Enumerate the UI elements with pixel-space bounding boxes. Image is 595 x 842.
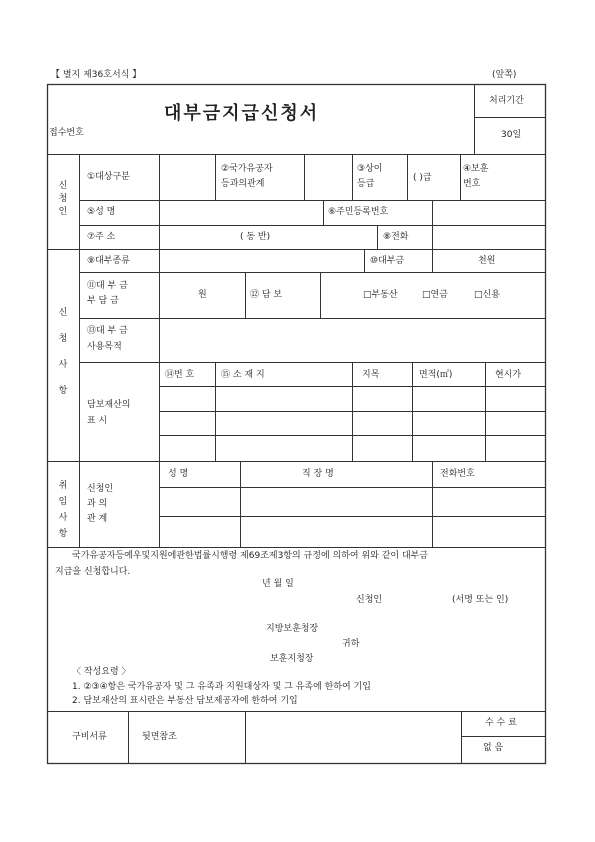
property-header-area: 면적(㎡) bbox=[419, 370, 453, 380]
office-regional: 지방보훈청장 bbox=[266, 624, 319, 634]
loan-amount-label: ⑩대부금 bbox=[370, 256, 405, 266]
inquiry-relation-label: 신청인 bbox=[87, 484, 114, 494]
rrn-label: ⑥주민등록번호 bbox=[328, 207, 389, 217]
form-number: 【 별지 제36호서식 】 bbox=[51, 70, 142, 80]
inquiry-relation-label-3: 관 계 bbox=[87, 514, 108, 524]
collateral-label: ⑫ 담 보 bbox=[250, 290, 283, 300]
property-header-land-category: 지목 bbox=[362, 370, 380, 380]
property-label: 담보재산의 bbox=[87, 400, 131, 410]
name-label: ⑤성 명 bbox=[87, 207, 116, 217]
relation-label: ②국가유공자 bbox=[221, 164, 273, 174]
address-field[interactable]: ( 동 반) bbox=[240, 232, 271, 242]
veteran-number-label: ④보훈 bbox=[463, 164, 489, 174]
addressee-honorific: 귀하 bbox=[342, 639, 360, 649]
property-header-location: ⑮ 소 재 지 bbox=[221, 370, 265, 380]
instruction-item-2: 2. 담보재산의 표시란은 부동산 담보제공자에 한하여 기입 bbox=[72, 696, 298, 706]
request-section-label: 신 청 사 항 bbox=[58, 308, 68, 396]
form-title: 대부금지급신청서 bbox=[164, 103, 320, 124]
burden-label: ⑪대 부 금 bbox=[87, 281, 128, 291]
application-date[interactable]: 년 월 일 bbox=[262, 579, 294, 589]
inquiry-header-name: 성 명 bbox=[168, 469, 189, 479]
veteran-number-label-2: 번호 bbox=[463, 179, 481, 189]
purpose-label: ⑬대 부 금 bbox=[87, 326, 128, 336]
required-documents-label: 구비서류 bbox=[72, 732, 107, 742]
statement-line-1: 국가유공자등예우및지원에관한법률시행령 제69조제3항의 규정에 의하여 위와 같이 대부금 bbox=[72, 551, 429, 561]
inquiry-relation-label-2: 과 의 bbox=[87, 499, 108, 509]
required-documents-value: 뒷면참조 bbox=[142, 732, 177, 742]
fee-label: 수 수 료 bbox=[485, 718, 517, 728]
relation-label-2: 등과의관계 bbox=[221, 179, 265, 189]
phone-label: ⑧전화 bbox=[383, 232, 409, 242]
processing-period-value: 30일 bbox=[501, 130, 522, 140]
collateral-option-credit[interactable]: □신용 bbox=[474, 290, 500, 300]
instructions-title: 〈 작성요령 〉 bbox=[72, 667, 131, 677]
injury-grade-label-2: 등급 bbox=[357, 179, 375, 189]
receipt-number-label: 접수번호 bbox=[49, 128, 84, 138]
collateral-option-realestate[interactable]: □부동산 bbox=[363, 290, 398, 300]
inquiry-header-workplace: 직 장 명 bbox=[302, 469, 334, 479]
instruction-item-1: 1. ②③④항은 국가유공자 및 그 유족과 지원대상자 및 그 유족에 한하여 기입 bbox=[72, 682, 372, 692]
office-branch: 보훈지청장 bbox=[270, 654, 314, 664]
burden-label-2: 부 담 금 bbox=[87, 296, 119, 306]
signature-note[interactable]: (서명 또는 인) bbox=[452, 595, 509, 605]
applicant-sign-label: 신청인 bbox=[356, 595, 383, 605]
loan-amount-field[interactable]: 천원 bbox=[478, 256, 496, 266]
property-header-value: 현시가 bbox=[495, 370, 522, 380]
inquiry-header-phone: 전화번호 bbox=[440, 469, 475, 479]
property-label-2: 표 시 bbox=[87, 416, 108, 426]
purpose-label-2: 사용목적 bbox=[87, 342, 122, 352]
processing-period-label: 처리기간 bbox=[489, 96, 524, 106]
burden-field[interactable]: 원 bbox=[198, 290, 207, 300]
statement-line-2: 지급을 신청합니다. bbox=[55, 567, 131, 577]
collateral-option-pension[interactable]: □연금 bbox=[422, 290, 448, 300]
injury-grade-field[interactable]: ( )급 bbox=[413, 173, 432, 183]
page-side: (앞쪽) bbox=[492, 70, 517, 80]
fee-value: 없 음 bbox=[483, 743, 504, 753]
applicant-section-label: 신 청 인 bbox=[58, 181, 68, 217]
property-header-number: ⑭번 호 bbox=[165, 370, 195, 380]
target-type-label: ①대상구분 bbox=[87, 172, 130, 182]
address-label: ⑦주 소 bbox=[87, 232, 116, 242]
injury-grade-label: ③상이 bbox=[357, 164, 383, 174]
loan-type-label: ⑨대부종류 bbox=[87, 256, 130, 266]
inquiry-section-label: 취 임 사 항 bbox=[58, 481, 68, 539]
